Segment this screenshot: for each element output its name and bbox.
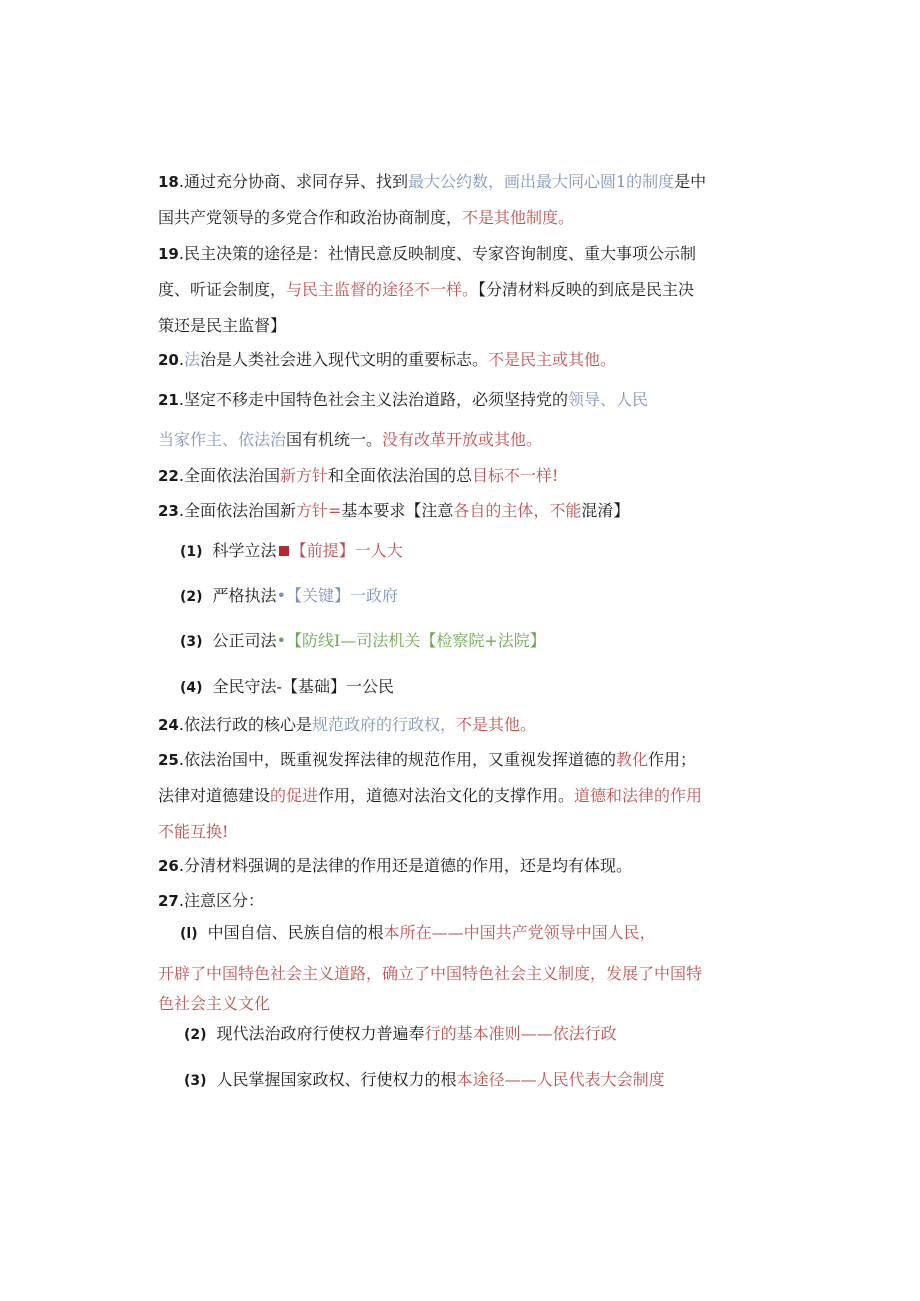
highlight-red: 【前提】一人大 bbox=[290, 541, 403, 560]
highlight-red: 与民主监督的途径不一样。 bbox=[286, 280, 479, 299]
item-text: .全面依法治国新 bbox=[178, 501, 296, 520]
sub-number: (3) bbox=[180, 634, 203, 650]
item-text: .注意区分： bbox=[178, 891, 264, 910]
sub-number: (2) bbox=[184, 1027, 207, 1043]
item-text: 国共产党领导的多党合作和政治协商制度， bbox=[158, 208, 463, 227]
highlight-red: 目标不一样! bbox=[472, 466, 559, 485]
item-text: . bbox=[178, 350, 184, 369]
sub-number: (4) bbox=[180, 680, 203, 696]
sub-item-2 bbox=[180, 581, 398, 612]
item-21 bbox=[158, 382, 758, 458]
distinction-1-continuation bbox=[158, 956, 758, 1022]
item-19 bbox=[158, 236, 758, 344]
highlight-red: 不能互换! bbox=[158, 822, 229, 841]
highlight-red: 教化 bbox=[615, 750, 648, 769]
item-text: 严格执法 bbox=[212, 586, 277, 605]
item-text: .民主决策的途径是：社情民意反映制度、专家咨询制度、重大事项公示制 bbox=[178, 244, 696, 263]
sub-item-3 bbox=[180, 626, 546, 657]
sub-number: (3) bbox=[184, 1073, 207, 1089]
item-text: 中国自信、民族自信的根 bbox=[207, 923, 384, 942]
item-text: 全民守法-【基础】一公民 bbox=[212, 677, 394, 696]
distinction-2 bbox=[184, 1019, 617, 1050]
highlight-red: 行的基本准则——依法行政 bbox=[424, 1024, 617, 1043]
highlight-blue: 最大公约数，画出最大同心圆1的制度 bbox=[407, 172, 675, 191]
item-text: 度、听证会制度， bbox=[158, 280, 287, 299]
highlight-red: 不是民主或其他。 bbox=[488, 350, 617, 369]
highlight-red: 新方针 bbox=[279, 466, 328, 485]
item-26 bbox=[158, 848, 758, 884]
highlight-red: 本途径——人民代表大会制度 bbox=[456, 1070, 665, 1089]
item-22 bbox=[158, 458, 758, 494]
item-text: 公正司法 bbox=[212, 631, 277, 650]
item-text: 现代法治政府行使权力普遍奉 bbox=[216, 1024, 425, 1043]
item-text: .分清材料强调的是法律的作用还是道德的作用，还是均有体现。 bbox=[178, 856, 632, 875]
item-text: .坚定不移走中国特色社会主义法治道路，必须坚持党的 bbox=[178, 390, 568, 409]
highlight-red: 开辟了中国特色社会主义道路，确立了中国特色社会主义制度，发展了中国特 bbox=[158, 964, 703, 983]
item-text: .依法行政的核心是 bbox=[178, 715, 312, 734]
highlight-red: 本所在——中国共产党领导中国人民， bbox=[383, 923, 656, 942]
sub-number: (1) bbox=[180, 544, 203, 560]
highlight-red: 的促进 bbox=[270, 786, 319, 805]
highlight-blue: 当家作主、依法治 bbox=[158, 430, 287, 449]
item-text: 作用，道德对法治文化的支撑作用。 bbox=[318, 786, 575, 805]
item-text: 混淆】 bbox=[581, 501, 630, 520]
highlight-green: •【防线I—司法机关【检察院+法院】 bbox=[276, 631, 546, 650]
item-text: 和全面依法治国的总 bbox=[327, 466, 472, 485]
sub-number: (2) bbox=[180, 589, 203, 605]
highlight-blue: 领导、人民 bbox=[567, 390, 648, 409]
item-text: 治是人类社会进入现代文明的重要标志。 bbox=[199, 350, 488, 369]
item-number: 19 bbox=[158, 245, 179, 263]
item-23 bbox=[158, 493, 758, 529]
item-number: 23 bbox=[158, 502, 179, 520]
highlight-blue: 规范政府的行政权， bbox=[311, 715, 456, 734]
item-text: 【分清材料反映的到底是民主决 bbox=[478, 280, 695, 299]
item-number: 22 bbox=[158, 467, 179, 485]
sub-item-4 bbox=[180, 672, 394, 703]
sub-number: (l) bbox=[180, 926, 198, 942]
highlight-red: 色社会主义文化 bbox=[158, 994, 271, 1013]
item-text: .全面依法治国 bbox=[178, 466, 280, 485]
item-18 bbox=[158, 164, 758, 236]
square-marker-icon bbox=[279, 546, 289, 556]
item-number: 24 bbox=[158, 716, 179, 734]
highlight-blue: •【关键】一政府 bbox=[276, 586, 399, 605]
highlight-red: 方针= bbox=[295, 501, 342, 520]
item-number: 20 bbox=[158, 351, 179, 369]
item-text: 策还是民主监督】 bbox=[158, 316, 287, 335]
highlight-red: 道德和法律的作用 bbox=[574, 786, 703, 805]
item-18-line-2 bbox=[158, 200, 758, 236]
highlight-red: 没有改革开放或其他。 bbox=[382, 430, 543, 449]
item-text: 法律对道德建设 bbox=[158, 786, 271, 805]
item-number: 21 bbox=[158, 391, 179, 409]
item-text: 国有机统一。 bbox=[286, 430, 383, 449]
highlight-red: 不是其他。 bbox=[455, 715, 536, 734]
item-20 bbox=[158, 342, 758, 378]
item-number: 25 bbox=[158, 751, 179, 769]
item-text: 作用； bbox=[647, 750, 696, 769]
item-text: 人民掌握国家政权、行使权力的根 bbox=[216, 1070, 457, 1089]
item-text: .通过充分协商、求同存异、找到 bbox=[178, 172, 408, 191]
item-text: 基本要求【注意 bbox=[341, 501, 454, 520]
distinction-1-line-1 bbox=[180, 918, 656, 949]
distinction-3 bbox=[184, 1065, 665, 1096]
sub-item-1 bbox=[180, 536, 403, 567]
highlight-red: 不是其他制度。 bbox=[462, 208, 575, 227]
item-24 bbox=[158, 707, 758, 743]
item-text: .依法治国中，既重视发挥法律的规范作用，又重视发挥道德的 bbox=[178, 750, 616, 769]
item-number: 26 bbox=[158, 857, 179, 875]
item-number: 18 bbox=[158, 173, 179, 191]
item-25 bbox=[158, 742, 758, 850]
item-18-line-1 bbox=[158, 164, 758, 200]
item-text: 科学立法 bbox=[212, 541, 277, 560]
highlight-blue: 法 bbox=[183, 350, 200, 369]
item-number: 27 bbox=[158, 892, 179, 910]
item-27 bbox=[158, 883, 758, 919]
highlight-red: 各自的主体，不能 bbox=[453, 501, 582, 520]
item-text: 是中 bbox=[674, 172, 707, 191]
